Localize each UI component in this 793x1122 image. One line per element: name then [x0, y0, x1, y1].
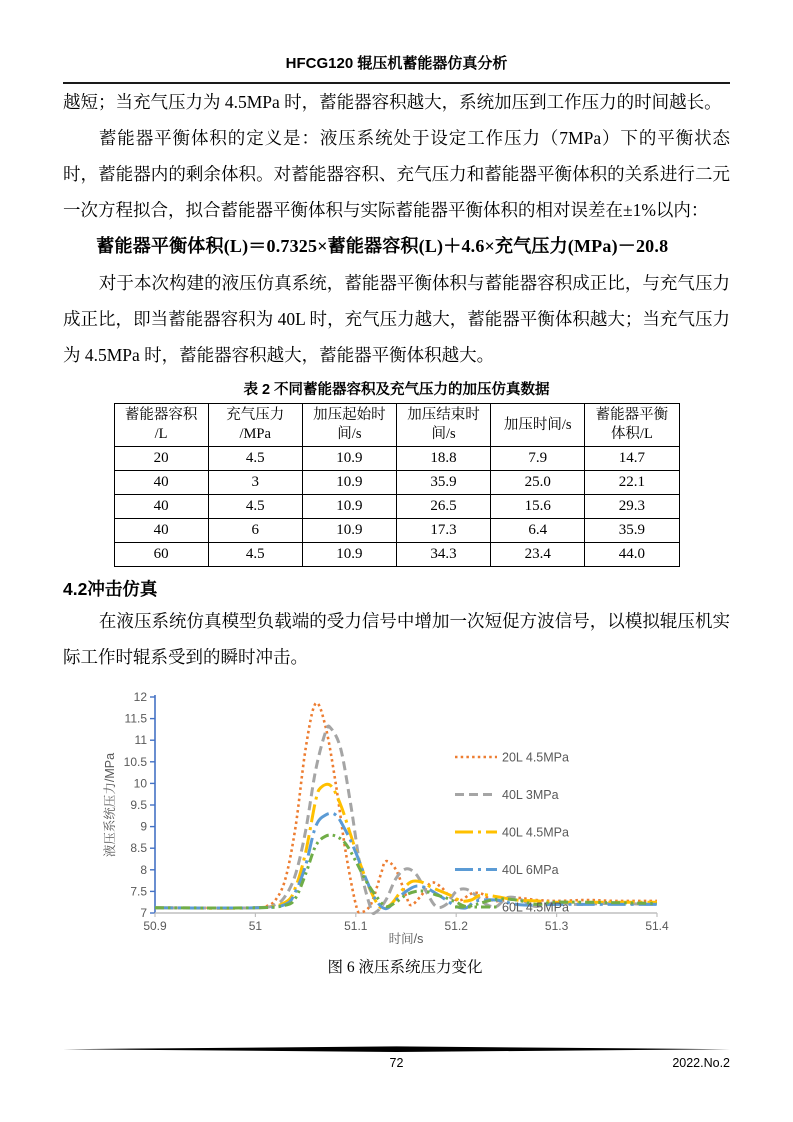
table-cell: 3 [208, 471, 302, 495]
table-header-cell: 加压结束时 间/s [396, 404, 490, 447]
table-cell: 40 [114, 519, 208, 543]
table-cell: 44.0 [585, 543, 679, 567]
y-axis-title: 液压系统压力/MPa [103, 752, 117, 858]
table-row [114, 447, 679, 471]
table-cell: 14.7 [585, 447, 679, 471]
table-cell: 34.3 [396, 543, 490, 567]
body-paragraph-2: 蓄能器平衡体积的定义是：液压系统处于设定工作压力（7MPa）下的平衡状态时，蓄能器内的剩余体积。对蓄能器容积、充气压力和蓄能器平衡体积的关系进行二元一次方程拟合，拟合蓄能器平衡体积与实际蓄能器平衡体积的相对误差在±1%以内： [63, 128, 730, 220]
y-tick-label: 8.5 [130, 841, 147, 856]
table-cell: 4.5 [208, 543, 302, 567]
table-cell: 40 [114, 471, 208, 495]
chart-svg [100, 687, 710, 949]
chart-series-20L-4.5MPa [155, 703, 657, 912]
table-cell: 35.9 [396, 471, 490, 495]
simulation-data-table [114, 403, 680, 567]
y-tick-label: 9 [140, 819, 147, 834]
y-tick-label: 11.5 [124, 711, 147, 726]
table-header-cell: 蓄能器容积 /L [114, 404, 208, 447]
legend-label-60L-4.5MPa: 60L 4.5MPa [502, 900, 569, 915]
table-cell: 6.4 [491, 519, 585, 543]
x-axis-title: 时间/s [388, 932, 424, 946]
body-paragraph-4: 在液压系统仿真模型负载端的受力信号中增加一次短促方波信号，以模拟辊压机实际工作时辊系受到的瞬时冲击。 [63, 611, 730, 667]
chart-series-40L-3MPa [155, 726, 657, 914]
table-cell: 6 [208, 519, 302, 543]
table-cell: 25.0 [491, 471, 585, 495]
x-tick-label: 50.9 [143, 919, 167, 933]
table-cell: 18.8 [396, 447, 490, 471]
y-tick-label: 11 [134, 733, 147, 748]
table-cell: 10.9 [302, 495, 396, 519]
table-body [114, 447, 679, 567]
footer-rule [63, 1046, 730, 1053]
table-row [114, 543, 679, 567]
table-header-cell: 加压时间/s [491, 404, 585, 447]
body-paragraph-1: 越短；当充气压力为 4.5MPa 时，蓄能器容积越大，系统加压到工作压力的时间越长。 [63, 92, 722, 112]
table-cell: 10.9 [302, 471, 396, 495]
chart-series-60L-4.5MPa [155, 835, 657, 908]
table-header-cell: 加压起始时 间/s [302, 404, 396, 447]
y-tick-label: 7 [140, 906, 147, 920]
table-row [114, 495, 679, 519]
table-row [114, 471, 679, 495]
x-tick-label: 51.1 [344, 919, 368, 933]
table-cell: 22.1 [585, 471, 679, 495]
figure-caption: 图 6 液压系统压力变化 [327, 959, 483, 976]
y-tick-label: 8 [140, 862, 147, 877]
table-cell: 7.9 [491, 447, 585, 471]
table-cell: 10.9 [302, 543, 396, 567]
table-cell: 29.3 [585, 495, 679, 519]
page-footer [0, 1056, 793, 1076]
section-heading: 4.2冲击仿真 [63, 579, 158, 599]
y-tick-label: 12 [133, 690, 147, 704]
body-paragraph-3: 对于本次构建的液压仿真系统，蓄能器平衡体积与蓄能器容积成正比，与充气压力成正比，即当蓄能器容积为 40L 时，充气压力越大，蓄能器平衡体积越大；当充气压力为 4.5MPa 时，蓄能器容积越大，蓄能器平衡体积越大。 [63, 273, 730, 365]
pressure-chart-figure [100, 687, 710, 980]
table-caption: 表 2 不同蓄能器容积及充气压力的加压仿真数据 [243, 382, 550, 398]
table-cell: 23.4 [491, 543, 585, 567]
page-number: 72 [389, 1056, 404, 1070]
table-row [114, 519, 679, 543]
legend-label-40L-6MPa: 40L 6MPa [502, 863, 559, 877]
table-cell: 17.3 [396, 519, 490, 543]
table-cell: 15.6 [491, 495, 585, 519]
fitting-formula: 蓄能器平衡体积(L)＝0.7325×蓄能器容积(L)＋4.6×充气压力(MPa)－20.8 [96, 236, 669, 256]
table-cell: 4.5 [208, 447, 302, 471]
y-tick-label: 10 [133, 776, 147, 791]
table-cell: 26.5 [396, 495, 490, 519]
table-cell: 35.9 [585, 519, 679, 543]
table-cell: 20 [114, 447, 208, 471]
legend-label-40L-3MPa: 40L 3MPa [502, 788, 559, 802]
page-header-title: HFCG120 辊压机蓄能器仿真分析 [63, 0, 730, 84]
x-tick-label: 51 [248, 919, 263, 933]
y-tick-label: 7.5 [130, 884, 147, 899]
x-tick-label: 51.3 [544, 919, 569, 933]
table-cell: 60 [114, 543, 208, 567]
table-cell: 10.9 [302, 519, 396, 543]
y-tick-label: 9.5 [130, 798, 147, 812]
issue-label: 2022.No.2 [672, 1056, 730, 1070]
legend-label-40L-4.5MPa: 40L 4.5MPa [502, 825, 569, 840]
legend-label-20L-4.5MPa: 20L 4.5MPa [502, 750, 569, 765]
table-header-cell: 充气压力 /MPa [208, 404, 302, 447]
x-tick-label: 51.4 [645, 919, 669, 933]
x-tick-label: 51.2 [444, 919, 468, 933]
y-tick-label: 10.5 [123, 754, 147, 769]
table-cell: 40 [114, 495, 208, 519]
table-header-cell: 蓄能器平衡 体积/L [585, 404, 679, 447]
table-cell: 10.9 [302, 447, 396, 471]
table-cell: 4.5 [208, 495, 302, 519]
table-header-row [114, 404, 679, 447]
